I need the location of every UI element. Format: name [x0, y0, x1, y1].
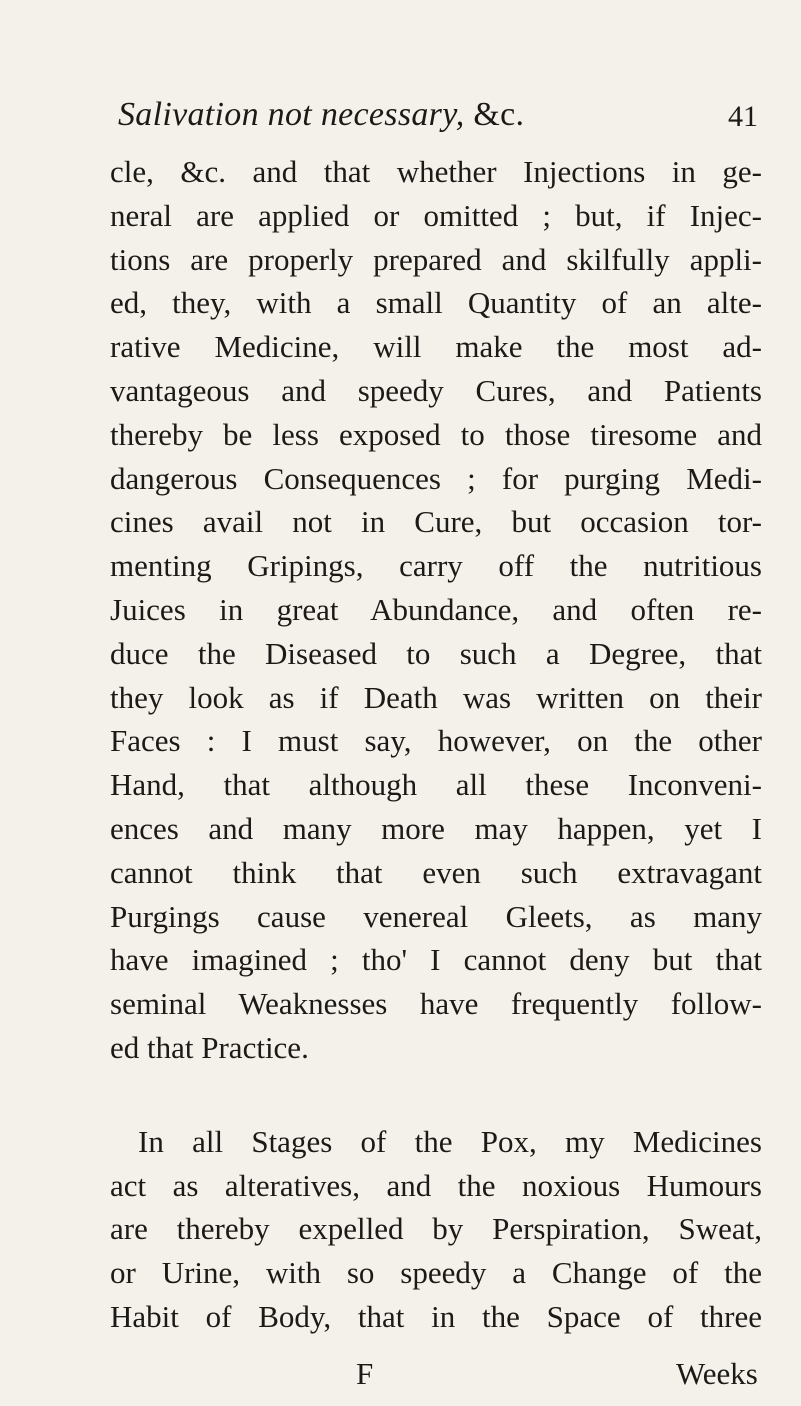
paragraph-1	[110, 150, 762, 1070]
text-line: have imagined ; tho' I cannot deny but that	[110, 942, 762, 978]
text-line: Hand, that although all these Inconveni-	[110, 767, 762, 803]
text-line: menting Gripings, carry off the nutritious	[110, 548, 762, 584]
running-head-title	[118, 96, 524, 134]
text-line: ences and many more may happen, yet I	[110, 810, 762, 846]
running-head-title-text: Salivation not necessary,	[118, 96, 465, 133]
text-line: are thereby expelled by Perspiration, Sweat,	[110, 1211, 762, 1247]
paragraph-gap	[110, 1070, 762, 1120]
text-line: duce the Diseased to such a Degree, that	[110, 635, 762, 671]
text-line: thereby be less exposed to those tiresome and	[110, 416, 762, 452]
text-line: cle, &c. and that whether Injections in ge-	[110, 154, 762, 189]
text-line: Juices in great Abundance, and often re-	[110, 591, 762, 627]
signature-mark: F	[356, 1356, 374, 1391]
text-line: they look as if Death was written on their	[110, 679, 762, 715]
body-text	[110, 150, 762, 1339]
text-line: act as alteratives, and the noxious Humours	[110, 1167, 762, 1203]
text-line: Faces : I must say, however, on the other	[110, 723, 762, 759]
running-head-etc: &c.	[473, 96, 525, 133]
text-line: Habit of Body, that in the Space of three	[110, 1298, 762, 1334]
text-line: ed, they, with a small Quantity of an alte-	[110, 285, 762, 321]
text-line: Purgings cause venereal Gleets, as many	[110, 898, 762, 934]
text-line: rative Medicine, will make the most ad-	[110, 329, 762, 365]
paragraph-2	[110, 1120, 762, 1339]
text-line: neral are applied or omitted ; but, if Injec-	[110, 197, 762, 233]
text-line: cannot think that even such extravagant	[110, 854, 762, 890]
catchword: Weeks	[676, 1356, 758, 1391]
running-head	[118, 96, 758, 146]
text-line: dangerous Consequences ; for purging Medi-	[110, 460, 762, 496]
text-line: ed that Practice.	[110, 1029, 309, 1065]
text-line: In all Stages of the Pox, my Medicines	[138, 1123, 762, 1159]
text-line: or Urine, with so speedy a Change of the	[110, 1255, 762, 1291]
page-number: 41	[728, 100, 758, 133]
text-line: cines avail not in Cure, but occasion tor-	[110, 504, 762, 540]
text-line: tions are properly prepared and skilfully appli-	[110, 241, 762, 277]
text-line: vantageous and speedy Cures, and Patients	[110, 372, 762, 408]
text-line: seminal Weaknesses have frequently follow-	[110, 986, 762, 1022]
